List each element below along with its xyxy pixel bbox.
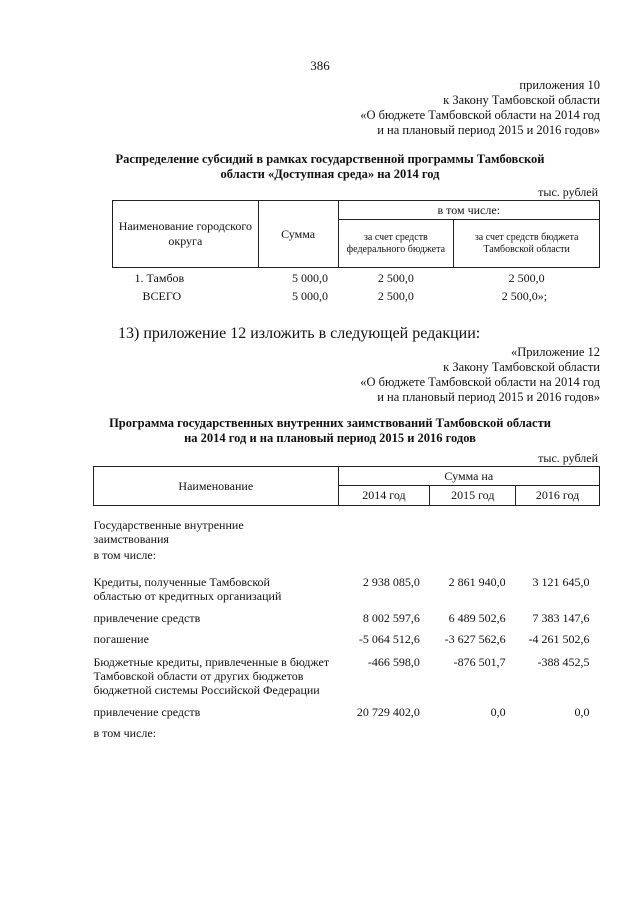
row-regional: 2 500,0»;: [501, 289, 548, 303]
row-regional: 2 500,0: [508, 271, 545, 285]
header-name: Наименование городского округа: [113, 201, 259, 268]
row-2014: -466 598,0: [367, 655, 420, 669]
row-2015: 2 861 940,0: [448, 575, 506, 589]
appendix-12-line: «О бюджете Тамбовской области на 2014 год: [360, 375, 600, 389]
row-2014: 20 729 402,0: [356, 705, 420, 719]
appendix-10-line: «О бюджете Тамбовской области на 2014 год: [360, 108, 600, 122]
table2-unit: тыс. рублей: [538, 451, 598, 465]
paragraph-13: 13) приложение 12 изложить в следующей редакции:: [118, 325, 481, 342]
table-row: [94, 626, 600, 647]
table-row: [94, 720, 600, 740]
appendix-10-line: и на плановый период 2015 и 2016 годов»: [377, 123, 600, 137]
header-2014: 2014 год: [338, 486, 430, 506]
row-2016: [516, 720, 600, 740]
appendix-10-line: приложения 10: [519, 78, 600, 92]
row-name: 1. Тамбов: [134, 271, 185, 285]
row-2016: [516, 506, 600, 547]
row-name: Бюджетные кредиты, привлеченные в бюджет Тамбовской области от других бюджетов бюджетной системы Российской Федерации: [93, 655, 330, 697]
row-2016: 0,0: [574, 705, 590, 719]
header-federal: за счет средств федерального бюджета: [338, 220, 454, 268]
header-sum: Сумма: [258, 201, 338, 268]
row-2015: 0,0: [490, 705, 506, 719]
header-including: в том числе:: [338, 201, 600, 220]
row-name: погашение: [93, 632, 149, 646]
row-2014: [338, 720, 430, 740]
row-2014: -5 064 512,6: [358, 632, 420, 646]
row-2014: [338, 506, 430, 547]
borrowings-table: [93, 466, 600, 740]
table1-title-line: Распределение субсидий в рамках государственной программы Тамбовской: [115, 152, 545, 166]
appendix-12-reference: [360, 345, 600, 405]
row-name: привлечение средств: [93, 705, 201, 719]
table2-title-line: Программа государственных внутренних заимствований Тамбовской области: [109, 416, 551, 430]
row-2016: -388 452,5: [537, 655, 590, 669]
table1-unit: тыс. рублей: [538, 185, 598, 199]
row-name: в том числе:: [93, 548, 157, 562]
row-2015: -876 501,7: [453, 655, 506, 669]
table-row: [94, 603, 600, 626]
row-2014: 8 002 597,6: [362, 611, 420, 625]
subsidies-table: [112, 200, 600, 304]
table-row: [94, 697, 600, 720]
table1-title-line: области «Доступная среда» на 2014 год: [220, 167, 440, 181]
row-sum: 5 000,0: [292, 289, 328, 303]
table-row: [94, 562, 600, 603]
row-2014: 2 938 085,0: [362, 575, 420, 589]
table-row: [94, 546, 600, 562]
header-sum-on: Сумма на: [338, 467, 599, 486]
row-2015: -3 627 562,6: [444, 632, 506, 646]
row-name: ВСЕГО: [142, 289, 182, 303]
header-2015: 2015 год: [430, 486, 516, 506]
table1-title: [60, 152, 600, 182]
row-name: Кредиты, полученные Тамбовской областью от кредитных организаций: [93, 575, 282, 603]
row-federal: 2 500,0: [377, 289, 414, 303]
row-2015: [430, 546, 516, 562]
row-2015: 6 489 502,6: [448, 611, 506, 625]
header-2016: 2016 год: [516, 486, 600, 506]
table-row: [113, 268, 600, 287]
row-name: привлечение средств: [93, 611, 201, 625]
row-2015: [430, 720, 516, 740]
row-2015: [430, 506, 516, 547]
row-2016: -4 261 502,6: [528, 632, 590, 646]
row-2014: [338, 546, 430, 562]
appendix-12-line: «Приложение 12: [511, 345, 600, 359]
table-row: [94, 506, 600, 547]
appendix-10-reference: [360, 78, 600, 138]
row-sum: 5 000,0: [292, 271, 328, 285]
row-federal: 2 500,0: [377, 271, 414, 285]
table2-title: [60, 416, 600, 446]
appendix-10-line: к Закону Тамбовской области: [443, 93, 600, 107]
row-name: Государственные внутренние заимствования: [93, 518, 244, 546]
row-2016: [516, 546, 600, 562]
row-2016: 3 121 645,0: [532, 575, 590, 589]
page-number: 386: [310, 58, 330, 73]
table-row: [94, 647, 600, 697]
row-name: в том числе:: [93, 726, 157, 740]
table-row: [113, 286, 600, 304]
appendix-12-line: к Закону Тамбовской области: [443, 360, 600, 374]
header-name: Наименование: [94, 467, 339, 506]
row-2016: 7 383 147,6: [532, 611, 590, 625]
table2-title-line: на 2014 год и на плановый период 2015 и 2016 годов: [184, 431, 476, 445]
appendix-12-line: и на плановый период 2015 и 2016 годов»: [377, 390, 600, 404]
header-regional: за счет средств бюджета Тамбовской области: [454, 220, 600, 268]
